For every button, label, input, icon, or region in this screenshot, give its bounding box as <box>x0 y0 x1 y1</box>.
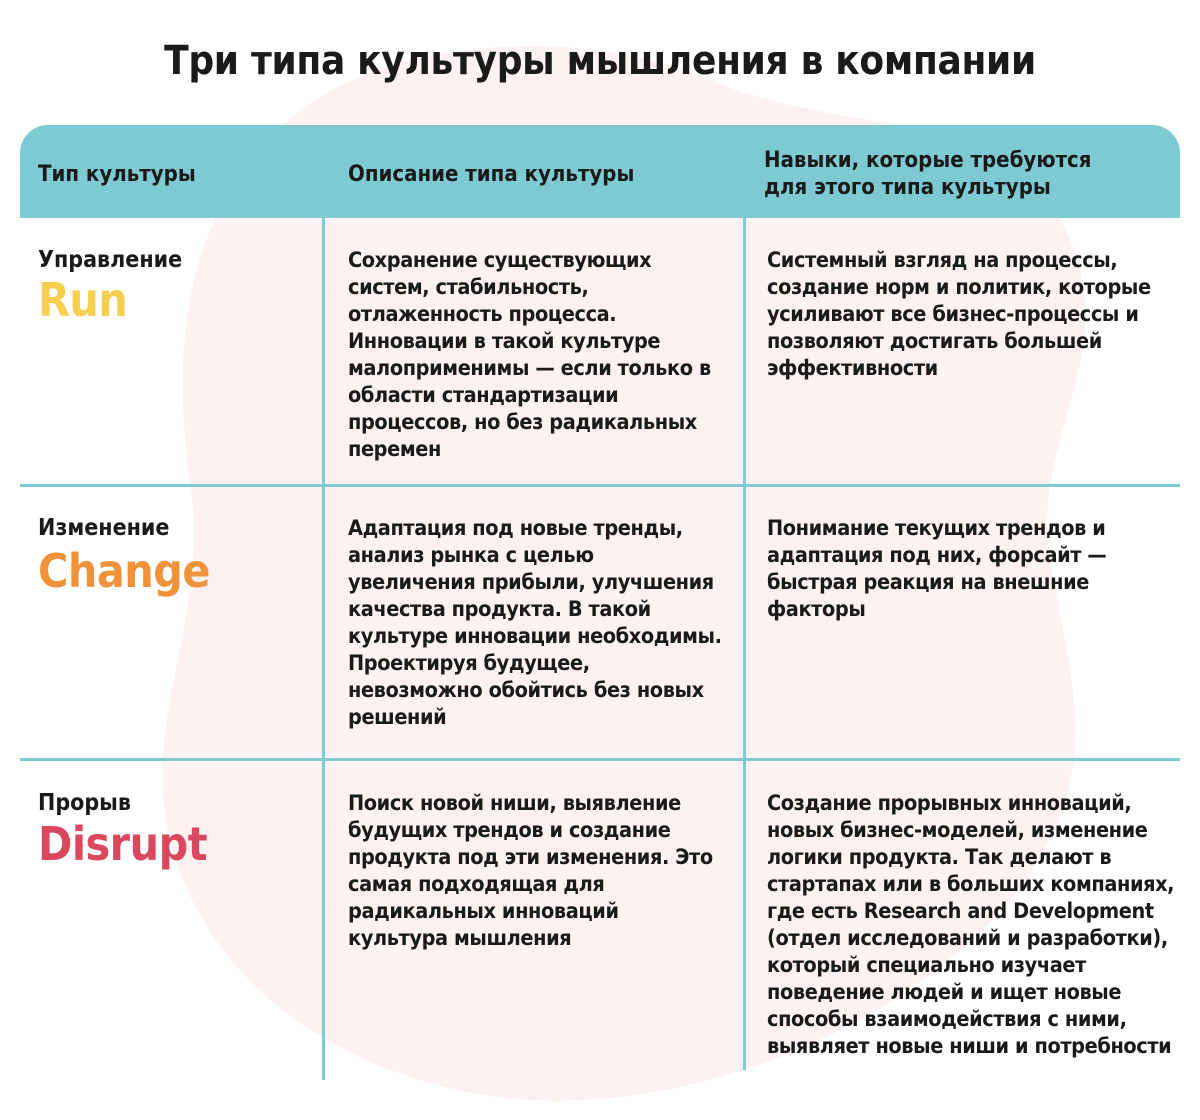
row-run-name: Управление <box>38 247 183 273</box>
row-change-tag: Change <box>38 544 210 598</box>
row-divider-1 <box>20 484 1180 487</box>
row-disrupt-description: Поиск новой ниши, выявление будущих трендов и создание продукта под эти изменения. Это самая подходящая для радикальных инноваций культура мышления <box>348 791 713 951</box>
page-title: Три типа культуры мышления в компании <box>164 38 1036 84</box>
header-culture-type: Тип культуры <box>38 162 196 187</box>
culture-table <box>20 125 1180 1085</box>
header-skills: Навыки, которые требуются для этого типа культуры <box>764 148 1092 200</box>
row-disrupt-tag: Disrupt <box>38 817 207 871</box>
header-description: Описание типа культуры <box>348 162 635 187</box>
row-divider-2 <box>20 758 1180 761</box>
row-run-tag: Run <box>38 273 128 327</box>
row-change-name: Изменение <box>38 515 170 541</box>
row-disrupt-skills: Создание прорывных инноваций, новых бизнес-моделей, изменение логики продукта. Так делают в стартапах или в больших компаниях, где есть Research and Development (отдел исследований и разработки), который специально изучает поведение людей и ищет новые способы взаимодействия с ними, выявляет новые ниши и потребности <box>767 791 1175 1059</box>
row-change-description: Адаптация под новые тренды, анализ рынка с целью увеличения прибыли, улучшения качества продукта. В такой культуре инновации необходимы. Проектируя будущее, невозможно обойтись без новых решений <box>348 516 722 730</box>
row-disrupt-name: Прорыв <box>38 790 131 816</box>
row-run-skills: Системный взгляд на процессы, создание норм и политик, которые усиливают все бизнес-процессы и позволяют достигать большей эффективности <box>767 248 1151 381</box>
row-change-skills: Понимание текущих трендов и адаптация под них, форсайт — быстрая реакция на внешние факторы <box>767 516 1107 622</box>
table-header <box>20 125 1180 218</box>
row-run-description: Сохранение существующих систем, стабильность, отлаженность процесса. Инновации в такой культуре малоприменимы — если только в области стандартизации процессов, но без радикальных перемен <box>348 248 711 462</box>
column-divider-1 <box>322 218 325 1080</box>
